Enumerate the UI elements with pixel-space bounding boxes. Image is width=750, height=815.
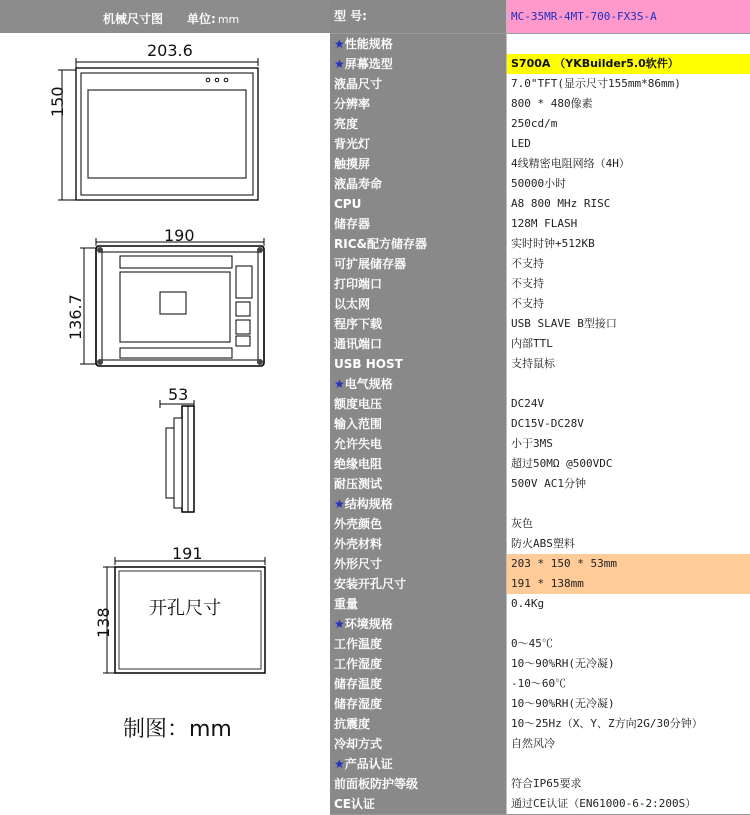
spec-key: 通讯端口	[330, 334, 507, 354]
spec-value: 800 * 480像素	[507, 94, 750, 114]
spec-row	[330, 314, 750, 335]
spec-key: 绝缘电阻	[330, 454, 507, 474]
spec-value: 不支持	[507, 294, 750, 314]
spec-value: 支持鼠标	[507, 354, 750, 374]
spec-key: 外壳材料	[330, 534, 507, 554]
spec-value: LED	[507, 134, 750, 154]
spec-row	[330, 534, 750, 555]
spec-row	[330, 674, 750, 695]
spec-key: RIC&配方储存器	[330, 234, 507, 254]
spec-value: 191 * 138mm	[507, 574, 750, 594]
front-view-drawing	[40, 40, 280, 210]
spec-value: 4线精密电阻网络（4H）	[507, 154, 750, 174]
spec-key: ★环境规格	[330, 614, 507, 634]
spec-key: 重量	[330, 594, 507, 614]
cutout-height-label: 138	[94, 607, 113, 638]
side-depth-label: 53	[168, 385, 189, 404]
star-icon: ★	[334, 497, 345, 511]
spec-row	[330, 554, 750, 575]
spec-key: 液晶尺寸	[330, 74, 507, 94]
spec-value: 7.0"TFT(显示尺寸155mm*86mm)	[507, 74, 750, 94]
spec-key: 背光灯	[330, 134, 507, 154]
back-width-label: 190	[164, 226, 195, 245]
spec-value: 不支持	[507, 274, 750, 294]
section-row	[330, 614, 750, 635]
spec-row	[330, 174, 750, 195]
model-row	[330, 0, 750, 34]
spec-row	[330, 134, 750, 155]
drawing-header	[0, 0, 330, 33]
spec-value	[507, 614, 750, 634]
spec-row	[330, 574, 750, 595]
spec-row	[330, 414, 750, 435]
spec-value: 防火ABS塑料	[507, 534, 750, 554]
spec-key: 打印端口	[330, 274, 507, 294]
spec-value	[507, 374, 750, 394]
spec-value: 10～90%RH(无冷凝)	[507, 694, 750, 714]
spec-row	[330, 434, 750, 455]
spec-row	[330, 454, 750, 475]
spec-key: ★结构规格	[330, 494, 507, 514]
section-row	[330, 34, 750, 55]
spec-key: 外壳颜色	[330, 514, 507, 534]
spec-row	[330, 654, 750, 675]
spec-value: -10～60℃	[507, 674, 750, 694]
spec-row	[330, 154, 750, 175]
spec-key: 以太网	[330, 294, 507, 314]
star-icon: ★	[334, 37, 345, 51]
spec-table	[330, 0, 750, 814]
spec-key: CPU	[330, 194, 507, 214]
spec-row	[330, 234, 750, 255]
spec-key: 耐压测试	[330, 474, 507, 494]
spec-row	[330, 474, 750, 495]
spec-value: 通过CE认证（EN61000-6-2:200S）	[507, 794, 750, 814]
spec-key: ★产品认证	[330, 754, 507, 774]
spec-row	[330, 794, 750, 815]
spec-key: USB HOST	[330, 354, 507, 374]
spec-key: 储存湿度	[330, 694, 507, 714]
spec-key: CE认证	[330, 794, 507, 814]
spec-value	[507, 754, 750, 774]
star-icon: ★	[334, 757, 345, 771]
spec-key: 允许失电	[330, 434, 507, 454]
spec-key: 工作湿度	[330, 654, 507, 674]
spec-value: 实时时钟+512KB	[507, 234, 750, 254]
spec-key: 储存器	[330, 214, 507, 234]
spec-value: USB SLAVE B型接口	[507, 314, 750, 334]
spec-value: A8 800 MHz RISC	[507, 194, 750, 214]
spec-value: 500V AC1分钟	[507, 474, 750, 494]
spec-row	[330, 114, 750, 135]
spec-value: S700A （YKBuilder5.0软件）	[507, 54, 750, 74]
spec-key: ★电气规格	[330, 374, 507, 394]
spec-row	[330, 194, 750, 215]
mechanical-drawing-panel	[0, 0, 331, 814]
spec-key: 输入范围	[330, 414, 507, 434]
spec-row	[330, 354, 750, 375]
spec-value: 灰色	[507, 514, 750, 534]
cutout-drawing	[95, 555, 275, 685]
cutout-label: 开孔尺寸	[149, 598, 221, 619]
spec-value: 128M FLASH	[507, 214, 750, 234]
cutout-width-label: 191	[172, 544, 203, 563]
spec-key: 额度电压	[330, 394, 507, 414]
spec-key: 前面板防护等级	[330, 774, 507, 794]
spec-row	[330, 274, 750, 295]
spec-row	[330, 594, 750, 615]
spec-key: 触摸屏	[330, 154, 507, 174]
spec-row	[330, 294, 750, 315]
spec-key: 分辨率	[330, 94, 507, 114]
spec-key: 储存温度	[330, 674, 507, 694]
spec-row	[330, 74, 750, 95]
back-height-label: 136.7	[66, 294, 85, 340]
spec-value: 50000小时	[507, 174, 750, 194]
star-icon: ★	[334, 617, 345, 631]
side-view-drawing	[150, 398, 210, 518]
star-icon: ★	[334, 377, 345, 391]
spec-row	[330, 734, 750, 755]
spec-row	[330, 634, 750, 655]
model-label: 型 号:	[330, 0, 507, 33]
spec-value: 0～45℃	[507, 634, 750, 654]
spec-row	[330, 774, 750, 795]
spec-value: DC15V-DC28V	[507, 414, 750, 434]
drawing-unit-note: 制图：mm	[123, 717, 232, 742]
spec-value: 不支持	[507, 254, 750, 274]
section-row	[330, 54, 750, 75]
spec-row	[330, 514, 750, 535]
spec-key: ★屏幕选型	[330, 54, 507, 74]
front-width-label: 203.6	[147, 41, 193, 60]
spec-value: 自然风冷	[507, 734, 750, 754]
spec-value: 符合IP65要求	[507, 774, 750, 794]
spec-value: 超过50MΩ @500VDC	[507, 454, 750, 474]
section-row	[330, 374, 750, 395]
spec-key: 外形尺寸	[330, 554, 507, 574]
model-value: MC-35MR-4MT-700-FX3S-A	[507, 0, 750, 33]
spec-key: 亮度	[330, 114, 507, 134]
spec-row	[330, 394, 750, 415]
spec-key: 冷却方式	[330, 734, 507, 754]
star-icon: ★	[334, 57, 345, 71]
spec-value: 250cd/m	[507, 114, 750, 134]
spec-value: 10～25Hz（X、Y、Z方向2G/30分钟）	[507, 714, 750, 734]
spec-key: 安装开孔尺寸	[330, 574, 507, 594]
section-row	[330, 754, 750, 775]
spec-value: DC24V	[507, 394, 750, 414]
unit-label: 单位: mm	[187, 12, 240, 26]
drawing-title: 机械尺寸图	[103, 12, 164, 26]
spec-row	[330, 214, 750, 235]
spec-key: 可扩展储存器	[330, 254, 507, 274]
spec-key: 液晶寿命	[330, 174, 507, 194]
spec-value: 203 * 150 * 53mm	[507, 554, 750, 574]
spec-row	[330, 334, 750, 355]
spec-key: 工作温度	[330, 634, 507, 654]
section-row	[330, 494, 750, 515]
spec-row	[330, 94, 750, 115]
spec-value: 内部TTL	[507, 334, 750, 354]
spec-row	[330, 694, 750, 715]
spec-key: 程序下载	[330, 314, 507, 334]
spec-value: 10～90%RH(无冷凝)	[507, 654, 750, 674]
front-height-label: 150	[48, 86, 67, 117]
spec-key: 抗震度	[330, 714, 507, 734]
spec-value	[507, 494, 750, 514]
spec-key: ★性能规格	[330, 34, 507, 54]
spec-value: 小于3MS	[507, 434, 750, 454]
spec-value: 0.4Kg	[507, 594, 750, 614]
spec-value	[507, 34, 750, 54]
spec-row	[330, 254, 750, 275]
spec-row	[330, 714, 750, 735]
